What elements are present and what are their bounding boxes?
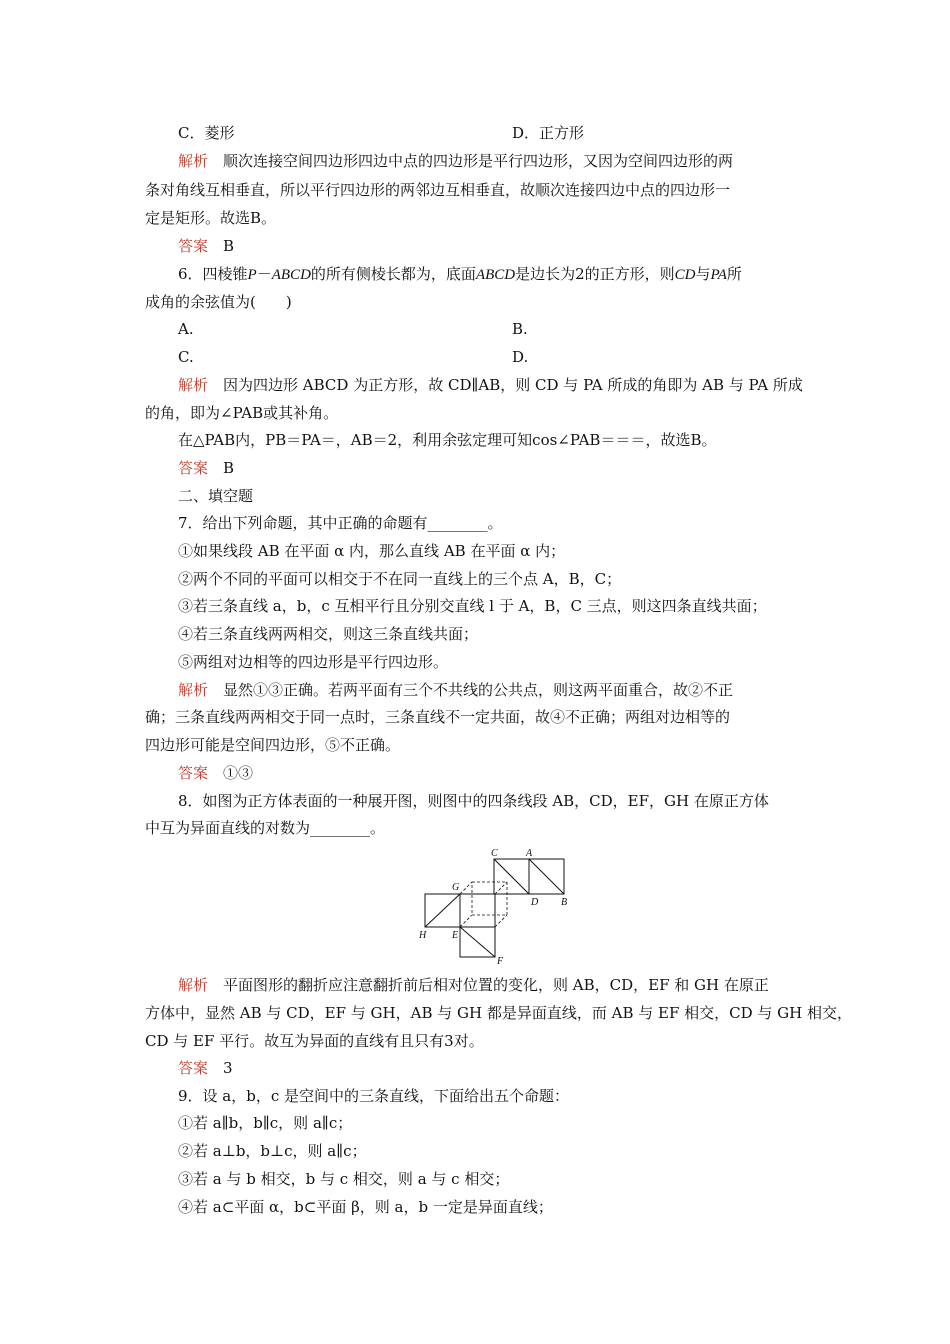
q6-option-b: B. [512,320,528,338]
q8-analysis-line-3: CD 与 EF 平行。故互为异面的直线有且只有3对。 [145,1032,484,1050]
q8-analysis-line-1 [178,975,769,995]
q6-answer [178,458,234,478]
q5-answer [178,236,234,256]
label-d: D [531,897,539,908]
label-e: E [452,930,459,941]
q7-analysis-line-3: 四边形可能是空间四边形，⑤不正确。 [145,736,401,754]
cube-net-figure [415,847,575,965]
segment-ef [460,927,495,957]
label-h: H [419,930,427,941]
q9-item-2: ②若 a⊥b，b⊥c，则 a∥c； [178,1142,367,1160]
q7-stem: 7．给出下列命题，其中正确的命题有________。 [178,514,503,532]
cube-dashed-outline [460,882,507,927]
q7-item-3: ③若三条直线 a，b，c 互相平行且分别交直线 l 于 A，B，C 三点，则这四条直线共面； [178,597,767,615]
segment-ab [529,859,564,894]
q5-option-c: C．菱形 [178,124,235,142]
q9-item-1: ①若 a∥b，b∥c，则 a∥c； [178,1114,353,1132]
q7-analysis-line-1 [178,680,733,700]
q5-analysis-line-1 [178,151,733,171]
q7-answer [178,763,253,783]
q7-item-5: ⑤两组对边相等的四边形是平行四边形。 [178,653,449,671]
q7-item-1: ①如果线段 AB 在平面 α 内，那么直线 AB 在平面 α 内； [178,542,566,560]
q5-analysis-line-3: 定是矩形。故选B。 [145,209,277,227]
analysis-label: 解析 [178,376,209,394]
analysis-text: 顺次连接空间四边形四边中点的四边形是平行四边形，又因为空间四边形的两 [223,152,734,170]
answer-value: ①③ [223,764,254,782]
analysis-label: 解析 [178,976,209,994]
analysis-text: 因为四边形 ABCD 为正方形，故 CD∥AB，则 CD 与 PA 所成的角即为 AB 与 PA 所成 [223,376,803,394]
q7-item-4: ④若三条直线两两相交，则这三条直线共面； [178,625,479,643]
q6-option-a: A. [178,320,194,338]
answer-label: 答案 [178,1059,209,1077]
analysis-text: 平面图形的翻折应注意翻折前后相对位置的变化，则 AB，CD，EF 和 GH 在原正 [223,976,769,994]
q6-option-c: C. [178,348,194,366]
q6-stem-line-1: 6．四棱锥P－ABCD的所有侧棱长都为，底面ABCD是边长为2的正方形，则CD与PA所 [178,265,742,283]
q9-item-3: ③若 a 与 b 相交，b 与 c 相交，则 a 与 c 相交； [178,1170,510,1188]
q6-analysis-line-3: 在△PAB内，PB＝PA＝，AB＝2，利用余弦定理可知cos∠PAB＝＝＝，故选B。 [178,431,717,449]
cube-net-diagram [415,847,575,965]
answer-value: 3 [223,1059,233,1077]
q6-option-d: D. [512,348,529,366]
segment-cd [494,859,529,894]
q7-analysis-line-2: 确；三条直线两两相交于同一点时，三条直线不一定共面，故④不正确；两组对边相等的 [145,708,731,726]
q6-stem-line-2: 成角的余弦值为( ) [145,293,292,311]
q5-option-d: D．正方形 [512,124,585,142]
q9-stem: 9．设 a，b，c 是空间中的三条直线，下面给出五个命题： [178,1087,570,1105]
label-g: G [452,882,460,893]
q8-answer [178,1058,233,1078]
label-b: B [561,897,568,908]
answer-label: 答案 [178,459,209,477]
label-f: F [497,956,504,965]
answer-value: B [223,459,235,477]
q6-analysis-line-2: 的角，即为∠PAB或其补角。 [145,404,339,422]
answer-label: 答案 [178,764,209,782]
q8-analysis-line-2: 方体中，显然 AB 与 CD，EF 与 GH，AB 与 GH 都是异面直线，而 AB 与 EF 相交，CD 与 GH 相交， [145,1004,853,1022]
answer-value: B [223,237,235,255]
q8-stem-line-1: 8．如图为正方体表面的一种展开图，则图中的四条线段 AB，CD，EF，GH 在原正方体 [178,792,769,810]
q5-analysis-line-2: 条对角线互相垂直，所以平行四边形的两邻边互相垂直，故顺次连接四边中点的四边形一 [145,181,731,199]
segment-gh [425,894,460,927]
q9-item-4: ④若 a⊂平面 α，b⊂平面 β，则 a，b 一定是异面直线； [178,1198,553,1216]
q6-analysis-line-1 [178,375,803,395]
analysis-label: 解析 [178,681,209,699]
q7-item-2: ②两个不同的平面可以相交于不在同一直线上的三个点 A，B，C； [178,570,622,588]
q8-stem-line-2: 中互为异面直线的对数为________。 [145,819,386,837]
analysis-text: 显然①③正确。若两平面有三个不共线的公共点，则这两平面重合，故②不正 [223,681,734,699]
analysis-label: 解析 [178,152,209,170]
answer-label: 答案 [178,237,209,255]
label-a: A [526,848,533,859]
section-heading: 二、填空题 [178,487,254,505]
label-c: C [491,848,498,859]
